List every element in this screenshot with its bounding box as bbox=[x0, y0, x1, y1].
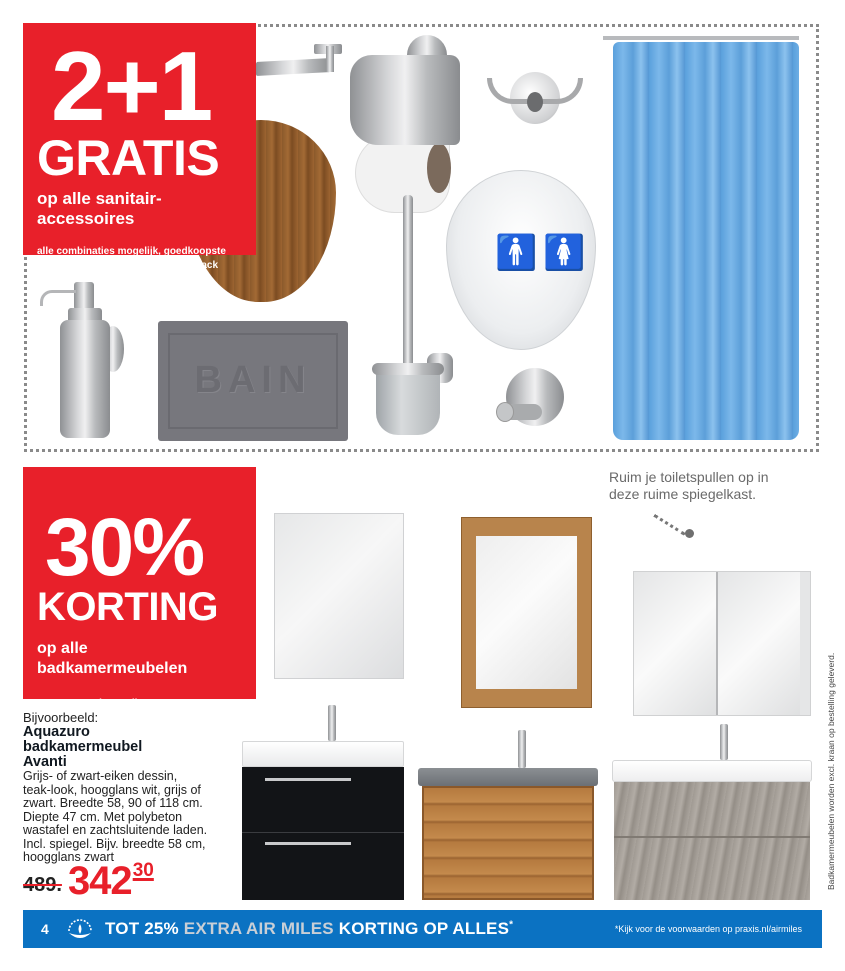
product-desc-line: Diepte 47 cm. Met polybeton bbox=[23, 809, 183, 824]
promo-headline: 2+1 bbox=[51, 31, 212, 141]
price-main: 342 bbox=[67, 859, 132, 903]
callout-line-2: deze ruime spiegelkast. bbox=[609, 486, 757, 502]
side-note: Badkamermeubelen worden excl. kraan op bestelling geleverd. bbox=[826, 652, 836, 890]
mirror-cabinet-image bbox=[633, 571, 811, 716]
bath-mat-text: BAIN bbox=[194, 359, 312, 401]
price-block bbox=[23, 860, 154, 902]
faucet-icon bbox=[518, 730, 526, 768]
promo-bottom-subtitle-1: op alle bbox=[37, 640, 88, 657]
air-miles-footer-bar bbox=[23, 910, 822, 948]
promo-fine-2: gratis, m.u.v. ‘vaste lage prijs’ en Zack bbox=[37, 260, 219, 271]
plain-mirror-image bbox=[274, 513, 404, 679]
single-hook-image bbox=[496, 368, 566, 430]
promo-bottom-subtitle-2: badkamermeubelen bbox=[37, 660, 188, 677]
towel-rack-image bbox=[256, 40, 341, 85]
headline-part-2: EXTRA AIR MILES bbox=[183, 919, 334, 938]
page-number: 4 bbox=[41, 921, 49, 937]
promo-bottom-fine: m.u.v. ‘vaste lage prijs’ bbox=[37, 698, 146, 709]
product-name-3: Avanti bbox=[23, 754, 67, 770]
product-name-1: Aquazuro bbox=[23, 724, 90, 740]
product-desc-line: hoogglans zwart bbox=[23, 850, 115, 864]
faucet-icon bbox=[328, 705, 336, 741]
mirror-cabinet-callout bbox=[609, 469, 769, 503]
callout-pointer bbox=[653, 514, 685, 536]
callout-dot bbox=[685, 529, 694, 538]
promo-korting-title: KORTING bbox=[37, 585, 218, 629]
soap-dispenser-image bbox=[40, 278, 135, 443]
product-intro: Bijvoorbeeld: bbox=[23, 710, 99, 725]
price-cents: 30 bbox=[132, 860, 154, 881]
product-name-2: badkamermeubel bbox=[23, 739, 143, 755]
grey-oak-cabinet-image bbox=[612, 724, 812, 900]
promo-fine-1: alle combinaties mogelijk, goedkoopste bbox=[37, 246, 226, 257]
double-hook-image bbox=[485, 70, 585, 130]
old-price: 489. bbox=[23, 874, 62, 896]
product-desc-line: Incl. spiegel. Bijv. breedte 58 cm, bbox=[23, 836, 206, 851]
bath-mat-image bbox=[158, 321, 348, 441]
faucet-icon bbox=[720, 724, 728, 760]
headline-asterisk: * bbox=[509, 919, 514, 931]
teak-mirror-image bbox=[461, 517, 592, 708]
air-miles-headline bbox=[105, 919, 513, 939]
callout-line-1: Ruim je toiletspullen op in bbox=[609, 469, 769, 485]
promo-subtitle-1: op alle sanitair- bbox=[37, 189, 162, 208]
toilet-brush-image bbox=[372, 195, 462, 445]
promo-percentage: 30% bbox=[45, 502, 204, 593]
product-desc-line: Grijs- of zwart-eiken dessin, bbox=[23, 769, 178, 783]
restroom-icon: 🚹🚺 bbox=[495, 234, 592, 272]
promo-subtitle-2: accessoires bbox=[37, 209, 135, 228]
promo-30-korting-box bbox=[23, 467, 256, 709]
headline-part-3: KORTING OP ALLES bbox=[338, 919, 510, 938]
air-miles-terms-link[interactable]: *Kijk voor de voorwaarden op praxis.nl/airmiles bbox=[614, 924, 802, 934]
promo-title: GRATIS bbox=[37, 130, 220, 186]
teak-cabinet-image bbox=[418, 730, 598, 900]
shower-curtain-image bbox=[603, 36, 799, 446]
headline-part-1: TOT 25% bbox=[105, 919, 179, 938]
product-description bbox=[23, 711, 248, 865]
toilet-roll-holder-image bbox=[345, 35, 465, 185]
promo-2plus1-box bbox=[23, 23, 256, 271]
air-miles-logo-icon bbox=[65, 917, 95, 941]
product-desc-line: wastafel en zachtsluitende laden. bbox=[23, 823, 208, 837]
product-desc-line: zwart. Breedte 58, 90 of 118 cm. bbox=[23, 796, 203, 810]
product-desc-line: teak-look, hoogglans wit, grijs of bbox=[23, 782, 201, 797]
black-cabinet-image bbox=[242, 705, 404, 900]
